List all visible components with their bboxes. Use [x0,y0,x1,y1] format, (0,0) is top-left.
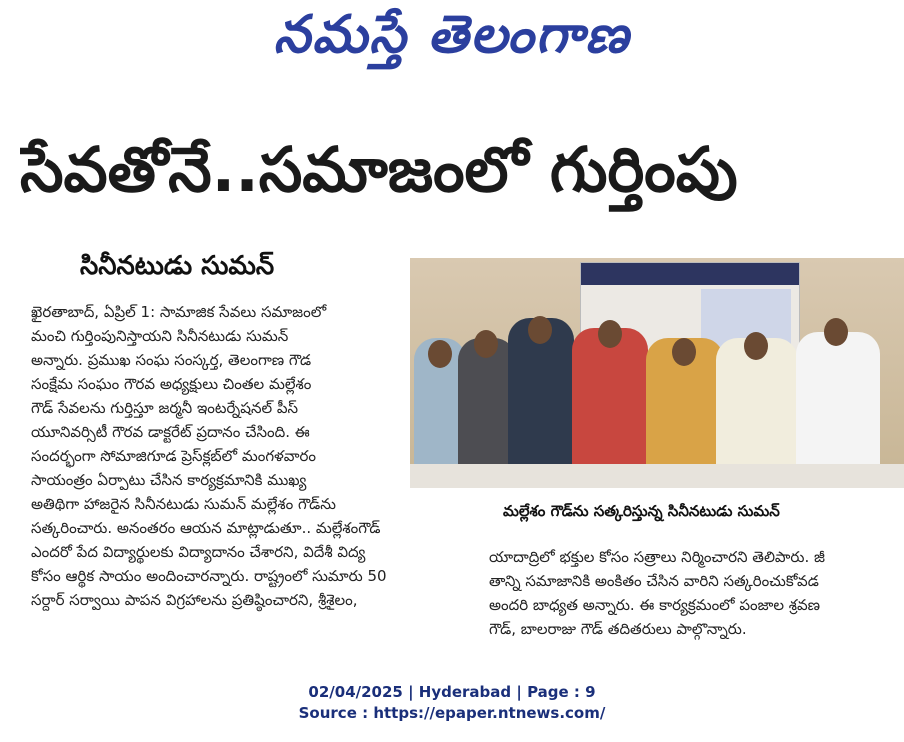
body-line: ఖైరతాబాద్, ఏప్రిల్ 1: సామాజిక సేవలు సమాజంలో [31,303,327,321]
body-line: తాన్ని సమాజానికి అంకితం చేసిన వారిని సత్కరించుకోవడ [489,572,819,590]
person-head [528,316,552,344]
body-line: సత్కరించారు. అనంతరం ఆయన మాట్లాడుతూ.. మల్లేశంగౌడ్ [31,519,381,537]
article-body-left [31,300,459,656]
person-head [744,332,768,360]
body-line: సాయంత్రం ఏర్పాటు చేసిన కార్యక్రమానికి ముఖ్య [31,471,307,489]
article-photo [410,258,904,488]
body-line: యూనివర్సిటీ గౌరవ డాక్టరేట్ ప్రదానం చేసింది. ఈ [31,423,310,441]
body-line: గౌడ్, బాలరాజు గౌడ్ తదితరులు పాల్గొన్నారు. [489,620,747,638]
body-line: సందర్భంగా సోమాజిగూడ ప్రెస్‌క్లబ్‌లో మంగళవారం [31,447,316,465]
body-line: సర్దార్ సర్వాయి పాపన విగ్రహాలను ప్రతిష్ఠించారని, శ్రీశైలం, [31,591,358,609]
banner-logo-strip [581,263,799,285]
body-line: ఎందరో పేద విద్యార్థులకు విద్యాదానం చేశారని, విదేశీ విద్య [31,543,366,561]
body-line: సంక్షేమ సంఘం గౌరవ అధ్యక్షులు చింతల మల్లేశం [31,375,312,393]
person-head [474,330,498,358]
body-line: మంచి గుర్తింపునిస్తాయని సినీనటుడు సుమన్ [31,327,289,345]
newspaper-logo: నమస్తే తెలంగాణ [273,4,631,65]
body-line: అన్నారు. ప్రముఖ సంఘ సంస్కర్త, తెలంగాణ గౌడ [31,351,312,369]
person-head [672,338,696,366]
person-head [824,318,848,346]
body-line: అందరి బాధ్యత అన్నారు. ఈ కార్యక్రమంలో పంజాల శ్రవణ [489,596,821,614]
person-head [598,320,622,348]
footer-date-page: 02/04/2025 | Hyderabad | Page : 9 [308,683,596,701]
masthead [0,0,904,80]
body-line: అతిథిగా హాజరైన సినీనటుడు సుమన్ మల్లేశం గౌడ్‌ను [31,495,336,513]
body-line: యాదాద్రిలో భక్తుల కోసం సత్రాలు నిర్మించారని తెలిపారు. జీ [489,548,825,566]
footer-source: Source : https://epaper.ntnews.com/ [298,704,606,722]
body-line: గౌడ్ సేవలను గుర్తిస్తూ జర్మనీ ఇంటర్నేషనల్ పీస్ [31,399,299,417]
person-head [428,340,452,368]
photo-caption: మల్లేశం గౌడ్‌ను సత్కరిస్తున్న సినీనటుడు సుమన్ [503,502,780,520]
article-body-right [489,545,904,655]
body-line: కోసం ఆర్థిక సాయం అందించారన్నారు. రాష్ట్రంలో సుమారు 50 [31,567,387,585]
table-cloth [410,464,904,488]
article-headline: సేవతోనే..సమాజంలో గుర్తింపు [20,133,738,206]
article-subhead: సినీనటుడు సుమన్ [80,251,275,281]
